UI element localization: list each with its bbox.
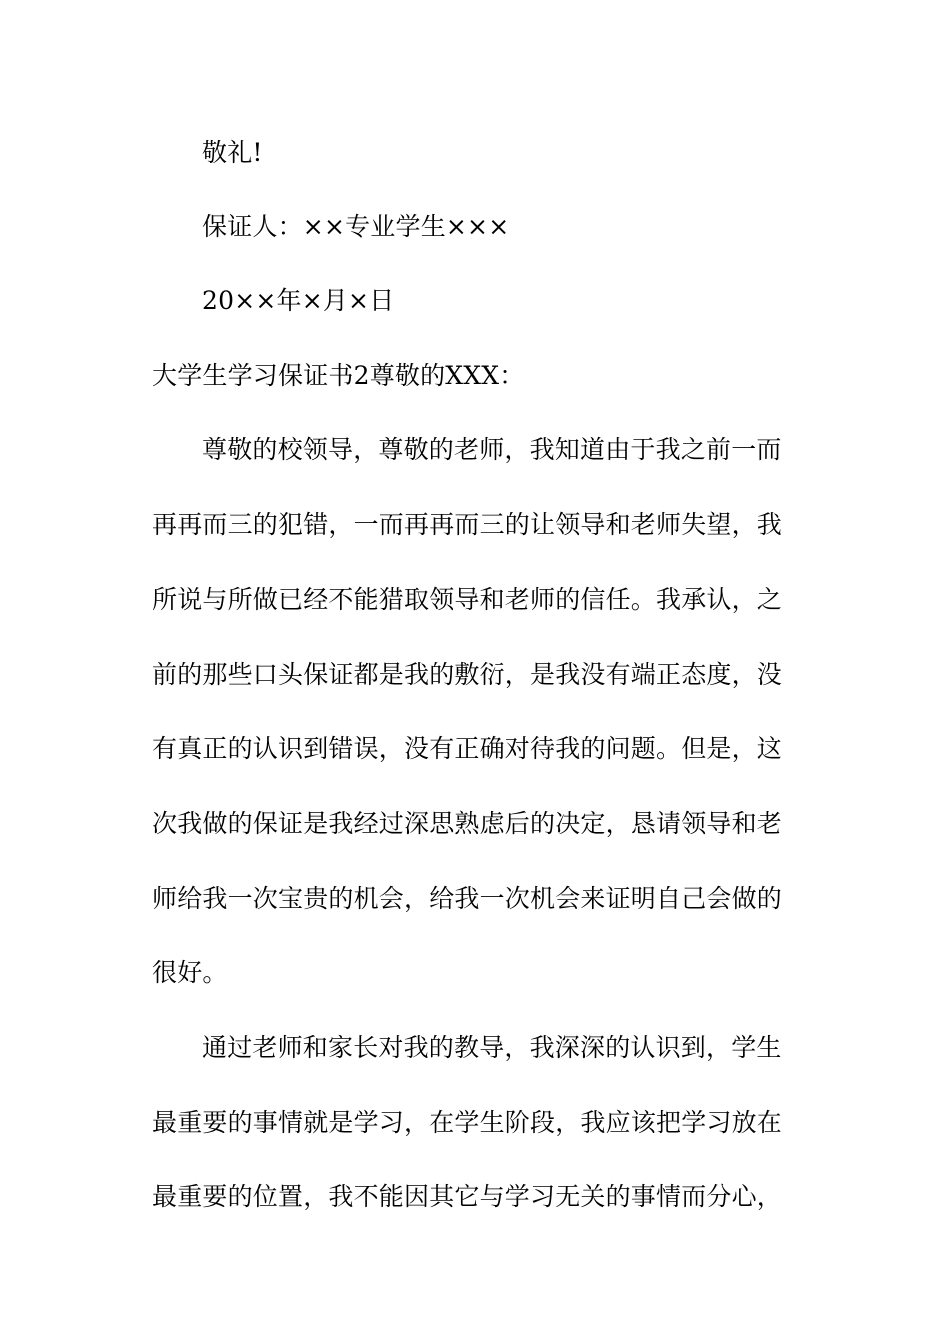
paragraph-line: 所说与所做已经不能猎取领导和老师的信任。我承认，之	[152, 585, 783, 614]
signature-date: 20××年×月×日	[202, 286, 395, 315]
paragraph-line: 很好。	[152, 958, 228, 987]
closing-salute: 敬礼!	[202, 138, 263, 167]
paragraph-line: 师给我一次宝贵的机会，给我一次机会来证明自己会做的	[152, 884, 783, 913]
paragraph-line: 有真正的认识到错误，没有正确对待我的问题。但是，这	[152, 734, 783, 763]
paragraph-line: 前的那些口头保证都是我的敷衍，是我没有端正态度，没	[152, 660, 783, 689]
paragraph-line: 次我做的保证是我经过深思熟虑后的决定，恳请领导和老	[152, 809, 783, 838]
paragraph-line: 最重要的事情就是学习，在学生阶段，我应该把学习放在	[152, 1108, 783, 1137]
section-heading: 大学生学习保证书2尊敬的XXX：	[152, 361, 525, 390]
guarantor-signature: 保证人：××专业学生×××	[202, 212, 510, 241]
paragraph-line: 尊敬的校领导，尊敬的老师，我知道由于我之前一而	[202, 435, 782, 464]
paragraph-line: 最重要的位置，我不能因其它与学习无关的事情而分心，	[152, 1182, 783, 1211]
paragraph-line: 通过老师和家长对我的教导，我深深的认识到，学生	[202, 1033, 782, 1062]
paragraph-line: 再再而三的犯错，一而再再而三的让领导和老师失望，我	[152, 510, 783, 539]
